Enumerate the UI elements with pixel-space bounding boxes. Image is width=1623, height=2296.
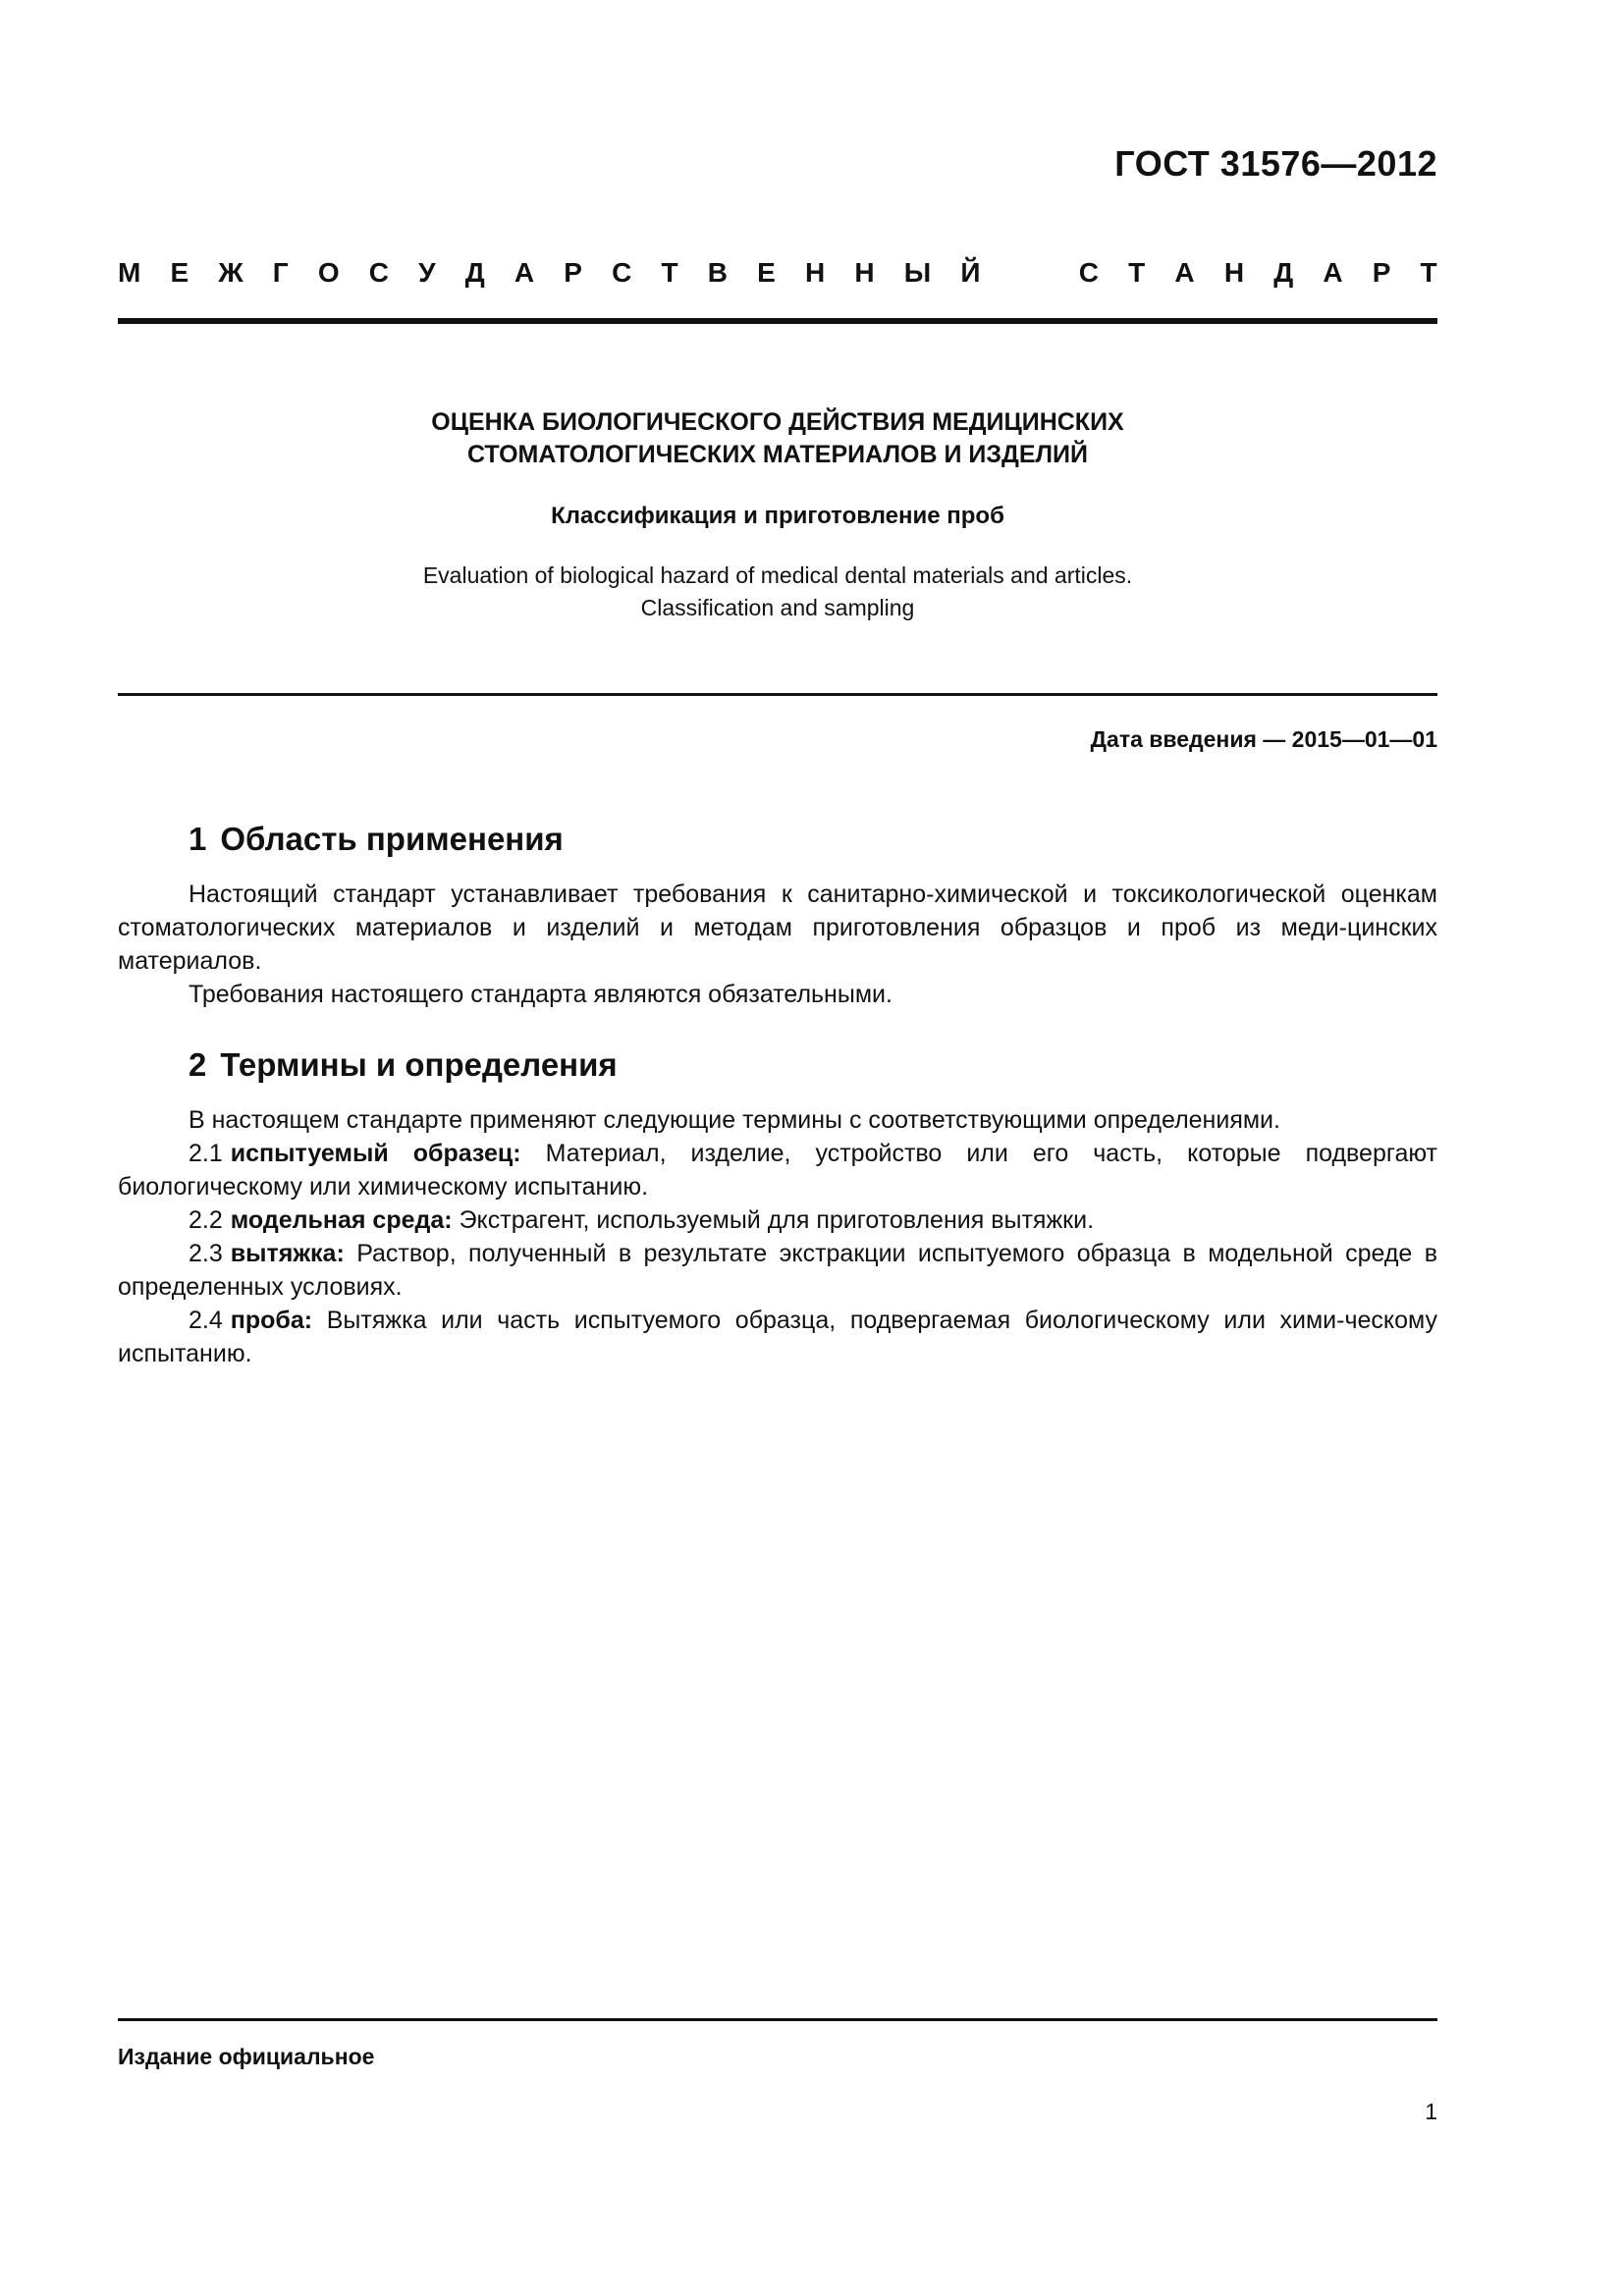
introduction-date: Дата введения — 2015—01—01 [1090,726,1437,752]
subtitle-ru: Классификация и приготовление проб [551,503,1004,529]
definition: Раствор, полученный в результате экстракции испытуемого образца в модельной среде в определенных условиях. [118,1240,1437,1301]
term-definition [118,1203,1437,1237]
bottom-rule [118,2018,1437,2021]
official-edition-note: Издание официальное [118,2044,375,2069]
section-title: Область применения [220,821,564,857]
heading-letter: А [1174,257,1195,288]
heading-letter: Д [1273,257,1294,288]
section-number: 2 [189,1046,207,1083]
heading-letter: Т [1128,257,1146,288]
section-heading [118,1046,1437,1084]
heading-letter: С [612,257,632,288]
definition: Экстрагент, используемый для приготовления вытяжки. [459,1206,1095,1234]
section-terms [118,1046,1437,1370]
section-heading [118,821,1437,858]
heading-letter: Г [272,257,289,288]
heading-letter: У [418,257,436,288]
title-ru-line2: СТОМАТОЛОГИЧЕСКИХ МАТЕРИАЛОВ И ИЗДЕЛИЙ [467,441,1088,468]
term-number: 2.3 [189,1240,223,1267]
heading-letter: Т [661,257,678,288]
middle-rule [118,693,1437,696]
term-definition [118,1137,1437,1203]
heading-letter: А [1323,257,1343,288]
heading-letter: Д [464,257,485,288]
standard-number: ГОСТ 31576—2012 [1114,143,1437,184]
term-number: 2.2 [189,1206,223,1234]
term-definition [118,1237,1437,1304]
top-rule [118,318,1437,324]
page-number: 1 [1425,2099,1437,2124]
paragraph: Настоящий стандарт устанавливает требования к санитарно-химической и токсикологической оценкам стоматологических материалов и изделий и методам приготовления образцов и проб из меди-цинских материалов. [118,881,1437,975]
section-number: 1 [189,821,207,857]
title-block [118,406,1437,624]
heading-letter: М [118,257,141,288]
paragraph: В настоящем стандарте применяют следующие термины с соответствующими определениями. [189,1106,1280,1134]
term: модельная среда: [230,1206,453,1234]
paragraph: Требования настоящего стандарта являются обязательными. [189,981,893,1008]
heading-letter: А [514,257,535,288]
heading-letter: О [317,257,340,288]
term-number: 2.1 [189,1140,223,1167]
term-definition [118,1304,1437,1370]
definition: Вытяжка или часть испытуемого образца, подвергаемая биологическому или хими-ческому испытанию. [118,1307,1437,1367]
title-en-line2: Classification and sampling [640,595,915,620]
term: испытуемый образец: [230,1140,521,1167]
word-gap [1010,257,1050,289]
term: проба: [230,1307,313,1334]
interstate-standard-heading [118,257,1437,289]
heading-letter: Н [854,257,875,288]
section-title: Термины и определения [220,1046,618,1083]
title-en-line1: Evaluation of biological hazard of medical dental materials and articles. [422,562,1133,588]
heading-letter: Й [960,257,981,288]
title-ru [118,406,1437,471]
heading-letter: Т [1420,257,1437,288]
term-number: 2.4 [189,1307,223,1334]
heading-letter: С [368,257,389,288]
title-en [118,560,1437,624]
heading-letter: Р [1372,257,1391,288]
heading-letter: Ж [218,257,243,288]
heading-letter: Н [1223,257,1245,288]
title-ru-line1: ОЦЕНКА БИОЛОГИЧЕСКОГО ДЕЙСТВИЯ МЕДИЦИНСКИХ [431,408,1124,436]
term: вытяжка: [230,1240,345,1267]
heading-letter: С [1078,257,1099,288]
heading-letter: В [707,257,728,288]
section-scope [118,821,1437,1011]
definition: Материал, изделие, устройство или его часть, которые подвергают биологическому или химическому испытанию. [118,1140,1437,1201]
heading-letter: Р [564,257,582,288]
heading-letter: Н [804,257,826,288]
heading-letter: Е [170,257,189,288]
heading-letter: Е [757,257,776,288]
heading-letter: Ы [903,257,932,288]
